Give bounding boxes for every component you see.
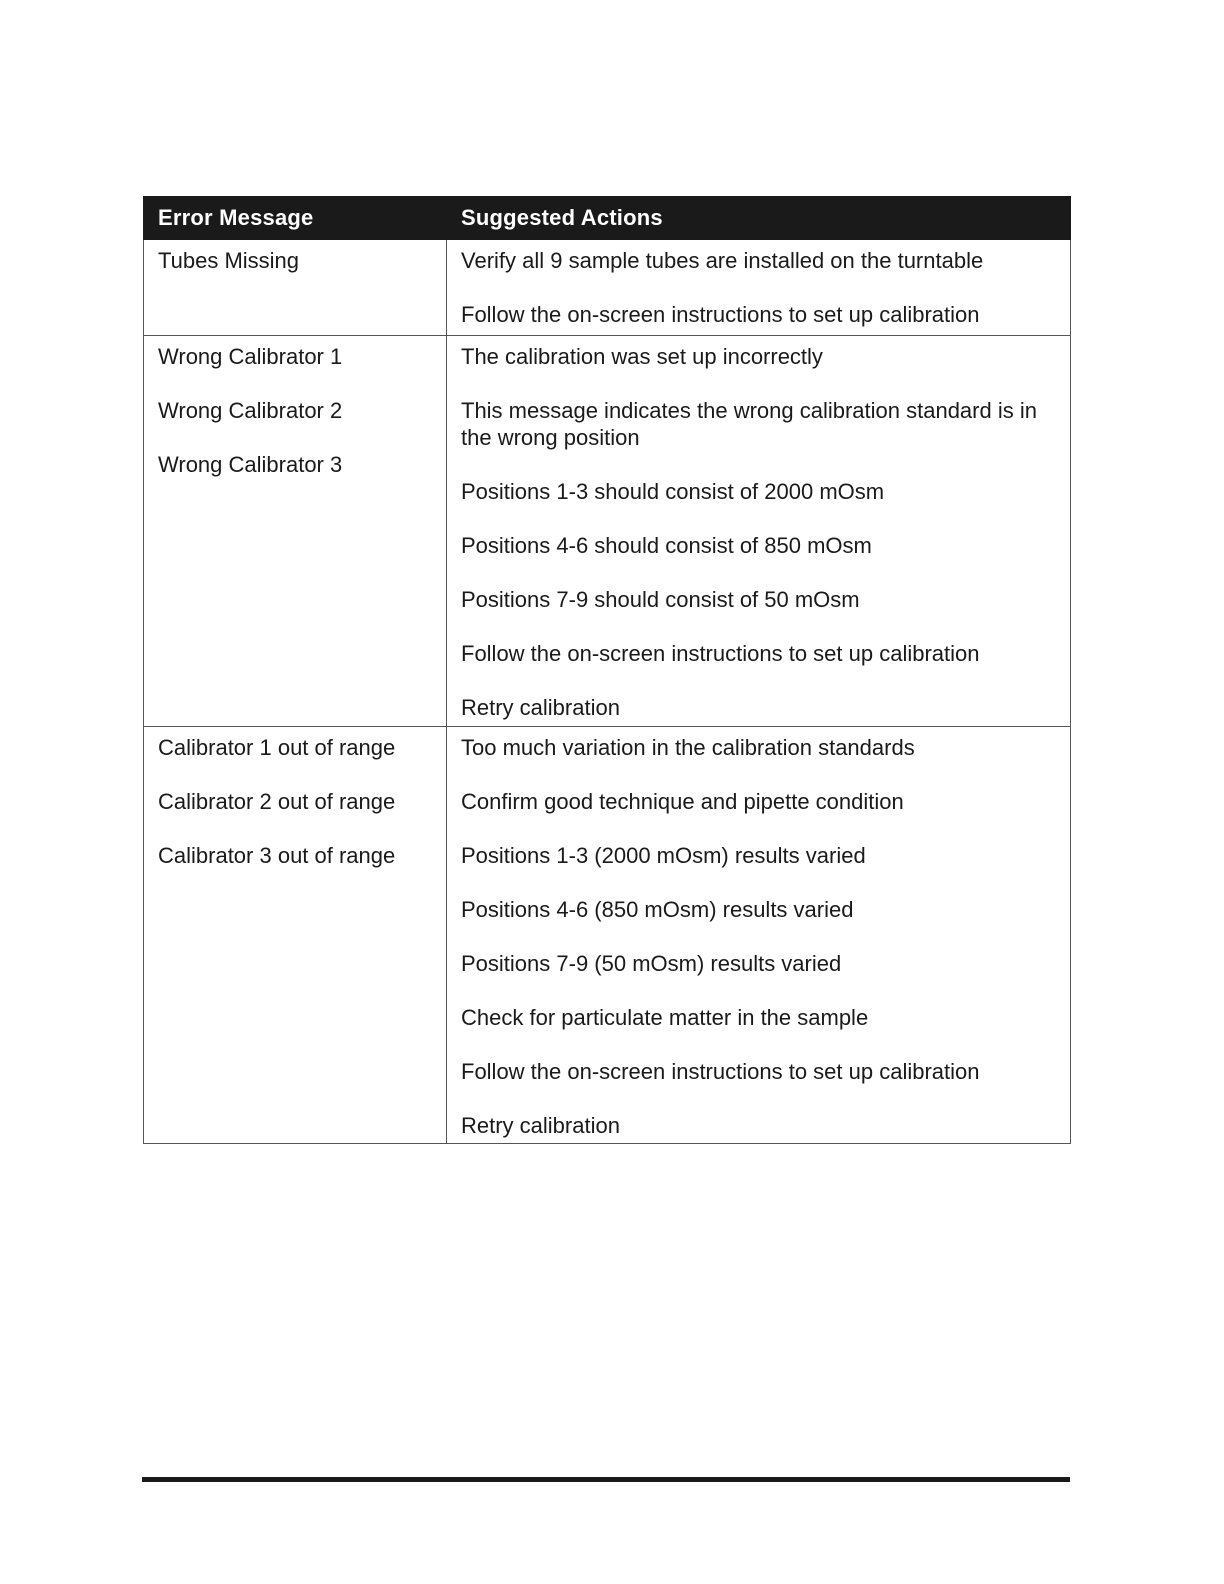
action-item: Positions 7-9 (50 mOsm) results varied — [461, 951, 842, 976]
action-item: The calibration was set up incorrectly — [461, 344, 823, 369]
error-message: Calibrator 2 out of range — [158, 789, 396, 814]
header-row — [144, 197, 1071, 240]
action-item: Retry calibration — [461, 695, 620, 720]
error-message: Wrong Calibrator 2 — [158, 398, 343, 423]
action-item: Follow the on-screen instructions to set up calibration — [461, 1059, 980, 1084]
action-item: Check for particulate matter in the sample — [461, 1005, 869, 1030]
table-body — [144, 240, 1071, 1144]
action-item: This message indicates the wrong calibration standard is in the wrong position — [461, 398, 1037, 450]
action-item: Too much variation in the calibration standards — [461, 735, 915, 760]
table-header — [144, 197, 1071, 240]
error-message: Tubes Missing — [158, 248, 300, 273]
table-row — [144, 727, 1071, 1144]
error-cell — [144, 240, 447, 336]
action-item: Positions 4-6 should consist of 850 mOsm — [461, 533, 872, 558]
action-item: Follow the on-screen instructions to set up calibration — [461, 302, 980, 327]
error-message: Calibrator 1 out of range — [158, 735, 396, 760]
header-error-message: Error Message — [144, 197, 447, 240]
action-item: Follow the on-screen instructions to set up calibration — [461, 641, 980, 666]
table-row — [144, 240, 1071, 336]
error-table — [143, 196, 1071, 1144]
action-item: Positions 7-9 should consist of 50 mOsm — [461, 587, 860, 612]
footer-divider — [142, 1477, 1070, 1482]
actions-cell — [447, 727, 1071, 1144]
action-item: Verify all 9 sample tubes are installed on the turntable — [461, 248, 984, 273]
action-item: Positions 1-3 (2000 mOsm) results varied — [461, 843, 866, 868]
error-cell — [144, 336, 447, 727]
action-item: Positions 4-6 (850 mOsm) results varied — [461, 897, 854, 922]
actions-cell — [447, 240, 1071, 336]
action-item: Positions 1-3 should consist of 2000 mOsm — [461, 479, 885, 504]
error-message: Calibrator 3 out of range — [158, 843, 396, 868]
error-message: Wrong Calibrator 1 — [158, 344, 343, 369]
actions-cell — [447, 336, 1071, 727]
error-message: Wrong Calibrator 3 — [158, 452, 343, 477]
header-suggested-actions: Suggested Actions — [447, 197, 1071, 240]
action-item: Confirm good technique and pipette condition — [461, 789, 904, 814]
table-row — [144, 336, 1071, 727]
error-cell — [144, 727, 447, 1144]
action-item: Retry calibration — [461, 1113, 620, 1138]
